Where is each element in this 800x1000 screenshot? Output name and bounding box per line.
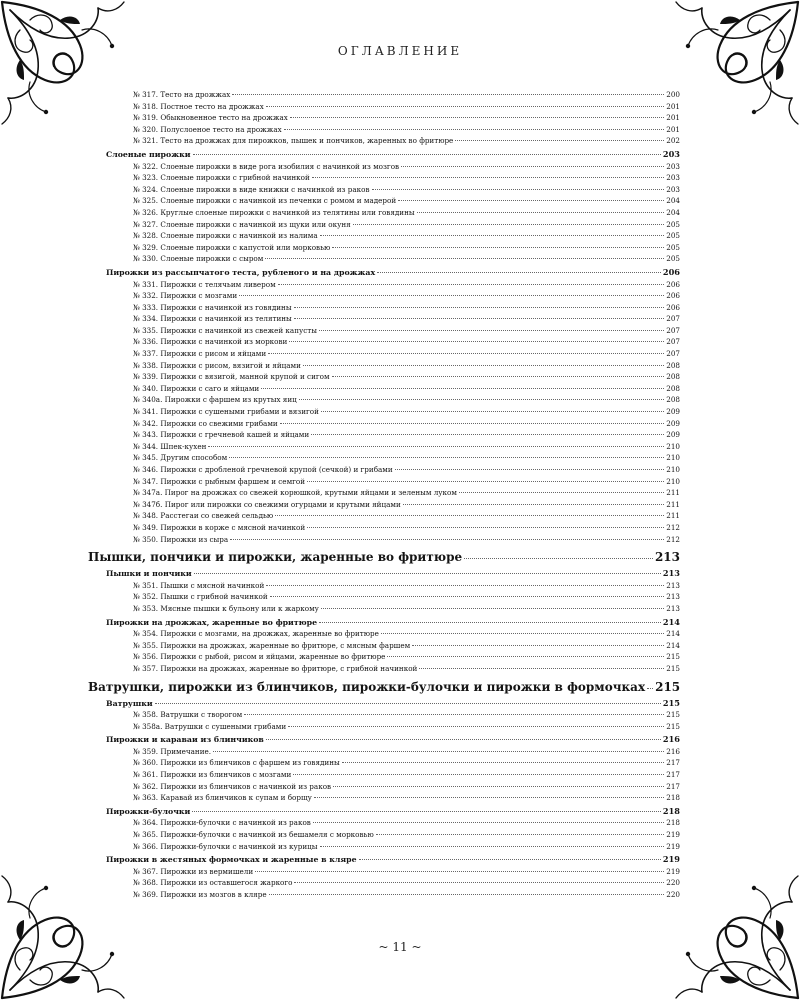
- toc-entry-page: 213: [666, 592, 680, 602]
- dot-leader: [194, 573, 661, 574]
- toc-entry-title: № 329. Слоеные пирожки с капустой или морковью: [133, 242, 331, 252]
- toc-recipe-entry[interactable]: [88, 161, 680, 173]
- dot-leader: [419, 668, 664, 669]
- toc-entry-page: 207: [666, 314, 680, 324]
- toc-recipe-entry[interactable]: [88, 663, 680, 675]
- toc-entry-page: 218: [666, 818, 680, 828]
- toc-entry-page: 209: [666, 430, 680, 440]
- dot-leader: [412, 645, 664, 646]
- toc-entry-page: 209: [666, 418, 680, 428]
- toc-entry-page: 210: [666, 476, 680, 486]
- toc-section-entry[interactable]: [88, 733, 680, 746]
- toc-entry-page: 220: [666, 878, 680, 888]
- toc-chapter-entry[interactable]: [88, 548, 680, 566]
- dot-leader: [265, 258, 664, 259]
- toc-entry-title: № 340а. Пирожки с фаршем из крутых яиц: [133, 395, 297, 405]
- toc-entry-title: № 323. Слоеные пирожки с грибной начинкой: [133, 173, 310, 183]
- dot-leader: [299, 399, 665, 400]
- toc-recipe-entry[interactable]: [88, 510, 680, 522]
- toc-entry-page: 203: [666, 161, 680, 171]
- dot-leader: [232, 94, 664, 95]
- toc-entry-title: Пирожки на дрожжах, жаренные во фритюре: [106, 617, 318, 627]
- toc-entry-page: 210: [666, 453, 680, 463]
- dot-leader: [395, 469, 665, 470]
- dot-leader: [261, 388, 664, 389]
- toc-entry-title: Ватрушки, пирожки из блинчиков, пирожки-булочки и пирожки в формочках: [88, 679, 646, 694]
- toc-entry-title: № 318. Постное тесто на дрожжах: [133, 101, 264, 111]
- toc-entry-title: № 351. Пышки с мясной начинкой: [133, 580, 265, 590]
- toc-entry-title: № 334. Пирожки с начинкой из телятины: [133, 314, 292, 324]
- dot-leader: [230, 539, 664, 540]
- toc-entry-page: 201: [666, 124, 680, 134]
- corner-ornament-top-right: [660, 0, 800, 140]
- toc-entry-page: 217: [666, 758, 680, 768]
- toc-recipe-entry[interactable]: [88, 841, 680, 853]
- dot-leader: [294, 318, 665, 319]
- dot-leader: [294, 307, 665, 308]
- toc-entry-page: 206: [666, 302, 680, 312]
- toc-entry-page: 205: [666, 254, 680, 264]
- toc-entry-title: № 365. Пирожки-булочки с начинкой из бешамеля с морковью: [133, 830, 374, 840]
- corner-ornament-bottom-right: [660, 860, 800, 1000]
- toc-entry-page: 219: [666, 841, 680, 851]
- toc-entry-title: № 354. Пирожки с мозгами, на дрожжах, жаренные во фритюре: [133, 629, 379, 639]
- toc-entry-page: 219: [662, 854, 680, 865]
- toc-entry-page: 209: [666, 407, 680, 417]
- toc-entry-page: 218: [666, 793, 680, 803]
- toc-entry-title: № 337. Пирожки с рисом и яйцами: [133, 349, 267, 359]
- dot-leader: [319, 330, 664, 331]
- page-header-title: ОГЛАВЛЕНИЕ: [337, 44, 463, 58]
- dot-leader: [193, 154, 661, 155]
- toc-recipe-entry[interactable]: [88, 230, 680, 242]
- dot-leader: [270, 596, 665, 597]
- toc-entry-title: № 362. Пирожки из блинчиков с начинкой из раков: [133, 781, 332, 791]
- dot-leader: [290, 117, 664, 118]
- toc-entry-page: 215: [666, 710, 680, 720]
- toc-entry-page: 214: [662, 616, 680, 627]
- toc-entry-title: № 327. Слоеные пирожки с начинкой из щуки или окуня: [133, 219, 351, 229]
- toc-entry-page: 207: [666, 337, 680, 347]
- toc-entry-page: 202: [666, 136, 680, 146]
- dot-leader: [280, 423, 665, 424]
- toc-entry-title: № 356. Пирожки с рыбой, рисом и яйцами, жаренные во фритюре: [133, 652, 386, 662]
- toc-recipe-entry[interactable]: [88, 628, 680, 640]
- table-of-contents: [88, 89, 680, 901]
- toc-entry-title: № 352. Пышки с грибной начинкой: [133, 592, 268, 602]
- toc-entry-title: № 355. Пирожки на дрожжах, жаренные во фритюре, с мясным фаршем: [133, 640, 411, 650]
- toc-recipe-entry[interactable]: [88, 866, 680, 878]
- dot-leader: [320, 235, 665, 236]
- toc-entry-title: № 359. Примечание.: [133, 746, 212, 756]
- toc-recipe-entry[interactable]: [88, 534, 680, 546]
- toc-recipe-entry[interactable]: [88, 464, 680, 476]
- toc-entry-page: 215: [655, 679, 680, 694]
- toc-entry-title: № 367. Пирожки из вермишели: [133, 866, 254, 876]
- toc-entry-title: Пышки и пончики: [106, 569, 192, 579]
- toc-entry-page: 206: [666, 291, 680, 301]
- toc-entry-page: 212: [666, 534, 680, 544]
- toc-recipe-entry[interactable]: [88, 499, 680, 511]
- dot-leader: [417, 212, 665, 213]
- toc-recipe-entry[interactable]: [88, 325, 680, 337]
- dot-leader: [307, 481, 664, 482]
- toc-recipe-entry[interactable]: [88, 207, 680, 219]
- toc-entry-title: Пирожки и караваи из блинчиков: [106, 735, 264, 745]
- toc-recipe-entry[interactable]: [88, 124, 680, 136]
- toc-entry-title: № 347б. Пирог или пирожки со свежими огурцами и крутыми яйцами: [133, 499, 401, 509]
- toc-entry-page: 203: [666, 173, 680, 183]
- toc-entry-title: № 320. Полуслоеное тесто на дрожжах: [133, 124, 282, 134]
- dot-leader: [401, 166, 664, 167]
- toc-entry-title: № 336. Пирожки с начинкой из моркови: [133, 337, 288, 347]
- toc-entry-title: № 319. Обыкновенное тесто на дрожжах: [133, 113, 288, 123]
- toc-entry-title: № 358а. Ватрушки с сушеными грибами: [133, 721, 287, 731]
- toc-recipe-entry[interactable]: [88, 418, 680, 430]
- toc-recipe-entry[interactable]: [88, 172, 680, 184]
- toc-entry-title: № 358. Ватрушки с творогом: [133, 710, 243, 720]
- toc-entry-title: № 325. Слоеные пирожки с начинкой из печенки с ромом и мадерой: [133, 196, 397, 206]
- toc-recipe-entry[interactable]: [88, 360, 680, 372]
- toc-recipe-entry[interactable]: [88, 429, 680, 441]
- toc-entry-page: 215: [666, 721, 680, 731]
- toc-entry-title: № 332. Пирожки с мозгами: [133, 291, 238, 301]
- dot-leader: [266, 585, 664, 586]
- dot-leader: [268, 353, 664, 354]
- toc-recipe-entry[interactable]: [88, 112, 680, 124]
- dot-leader: [294, 882, 664, 883]
- toc-recipe-entry[interactable]: [88, 889, 680, 901]
- toc-entry-page: 208: [666, 383, 680, 393]
- toc-entry-title: № 361. Пирожки из блинчиков с мозгами: [133, 770, 292, 780]
- toc-entry-title: № 342. Пирожки со свежими грибами: [133, 418, 278, 428]
- toc-entry-page: 214: [666, 640, 680, 650]
- toc-recipe-entry[interactable]: [88, 279, 680, 291]
- toc-recipe-entry[interactable]: [88, 721, 680, 733]
- dot-leader: [333, 786, 664, 787]
- toc-recipe-entry[interactable]: [88, 817, 680, 829]
- toc-entry-page: 211: [666, 499, 680, 509]
- toc-recipe-entry[interactable]: [88, 781, 680, 793]
- dot-leader: [312, 177, 665, 178]
- toc-entry-title: № 350. Пирожки из сыра: [133, 534, 229, 544]
- toc-recipe-entry[interactable]: [88, 757, 680, 769]
- toc-entry-title: № 341. Пирожки с сушеными грибами и вязигой: [133, 407, 319, 417]
- toc-recipe-entry[interactable]: [88, 195, 680, 207]
- toc-section-entry[interactable]: [88, 697, 680, 710]
- toc-entry-title: № 335. Пирожки с начинкой из свежей капусты: [133, 325, 317, 335]
- dot-leader: [353, 224, 665, 225]
- toc-entry-page: 208: [666, 395, 680, 405]
- dot-leader: [359, 859, 661, 860]
- toc-entry-page: 216: [662, 734, 680, 745]
- dot-leader: [319, 622, 661, 623]
- toc-entry-title: Пирожки в жестяных формочках и жаренные в кляре: [106, 855, 357, 865]
- toc-entry-title: № 353. Мясные пышки к бульону или к жаркому: [133, 603, 319, 613]
- toc-entry-title: № 339. Пирожки с вязигой, манной крупой и сигом: [133, 372, 330, 382]
- toc-recipe-entry[interactable]: [88, 746, 680, 758]
- toc-entry-page: 213: [662, 568, 680, 579]
- toc-entry-page: 203: [666, 184, 680, 194]
- toc-recipe-entry[interactable]: [88, 580, 680, 592]
- toc-entry-page: 205: [666, 242, 680, 252]
- toc-entry-title: № 322. Слоеные пирожки в виде рога изобилия с начинкой из мозгов: [133, 161, 400, 171]
- dot-leader: [342, 762, 665, 763]
- toc-section-entry[interactable]: [88, 266, 680, 279]
- toc-recipe-entry[interactable]: [88, 591, 680, 603]
- toc-recipe-entry[interactable]: [88, 219, 680, 231]
- toc-section-entry[interactable]: [88, 148, 680, 161]
- toc-entry-title: № 364. Пирожки-булочки с начинкой из раков: [133, 818, 311, 828]
- toc-entry-title: № 349. Пирожки в корже с мясной начинкой: [133, 522, 306, 532]
- toc-entry-page: 215: [666, 663, 680, 673]
- toc-entry-title: № 360. Пирожки из блинчиков с фаршем из говядины: [133, 758, 340, 768]
- dot-leader: [288, 726, 664, 727]
- toc-recipe-entry[interactable]: [88, 441, 680, 453]
- toc-recipe-entry[interactable]: [88, 135, 680, 147]
- toc-entry-page: 214: [666, 629, 680, 639]
- toc-entry-page: 205: [666, 231, 680, 241]
- toc-entry-title: № 348. Расстегаи со свежей сельдью: [133, 511, 274, 521]
- toc-entry-page: 207: [666, 349, 680, 359]
- toc-recipe-entry[interactable]: [88, 184, 680, 196]
- dot-leader: [459, 492, 664, 493]
- dot-leader: [313, 822, 664, 823]
- toc-recipe-entry[interactable]: [88, 242, 680, 254]
- toc-entry-page: 210: [666, 441, 680, 451]
- toc-recipe-entry[interactable]: [88, 603, 680, 615]
- dot-leader: [647, 688, 653, 689]
- toc-entry-page: 215: [666, 652, 680, 662]
- toc-entry-page: 216: [666, 746, 680, 756]
- toc-entry-title: № 346. Пирожки с дробленой гречневой крупой (сечкой) и грибами: [133, 465, 393, 474]
- toc-entry-page: 218: [662, 805, 680, 816]
- dot-leader: [372, 189, 665, 190]
- toc-entry-page: 206: [662, 266, 680, 277]
- toc-entry-page: 213: [654, 550, 680, 565]
- toc-entry-title: № 343. Пирожки с гречневой кашей и яйцами: [133, 430, 310, 440]
- dot-leader: [311, 434, 664, 435]
- toc-recipe-entry[interactable]: [88, 371, 680, 383]
- toc-entry-page: 203: [662, 148, 680, 159]
- toc-entry-title: № 363. Каравай из блинчиков к супам и борщу: [133, 793, 312, 803]
- toc-entry-title: № 330. Слоеные пирожки с сыром: [133, 254, 264, 264]
- toc-recipe-entry[interactable]: [88, 348, 680, 360]
- toc-entry-page: 206: [666, 279, 680, 289]
- toc-entry-title: № 333. Пирожки с начинкой из говядины: [133, 302, 292, 312]
- toc-entry-title: № 340. Пирожки с саго и яйцами: [133, 383, 260, 393]
- dot-leader: [284, 129, 665, 130]
- toc-entry-title: № 321. Тесто на дрожжах для пирожков, пышек и пончиков, жаренных во фритюре: [133, 136, 454, 146]
- toc-recipe-entry[interactable]: [88, 452, 680, 464]
- toc-recipe-entry[interactable]: [88, 640, 680, 652]
- toc-recipe-entry[interactable]: [88, 877, 680, 889]
- toc-entry-title: № 328. Слоеные пирожки с начинкой из налима: [133, 231, 318, 241]
- toc-recipe-entry[interactable]: [88, 253, 680, 265]
- dot-leader: [269, 894, 665, 895]
- toc-entry-title: Пышки, пончики и пирожки, жаренные во фритюре: [88, 550, 463, 565]
- toc-entry-page: 217: [666, 781, 680, 791]
- dot-leader: [208, 446, 664, 447]
- dot-leader: [398, 200, 664, 201]
- toc-entry-page: 210: [666, 465, 680, 474]
- dot-leader: [289, 341, 664, 342]
- toc-entry-page: 220: [666, 890, 680, 899]
- toc-entry-page: 211: [666, 488, 680, 498]
- toc-recipe-entry[interactable]: [88, 313, 680, 325]
- dot-leader: [320, 846, 665, 847]
- dot-leader: [464, 558, 653, 559]
- toc-recipe-entry[interactable]: [88, 336, 680, 348]
- toc-entry-title: № 369. Пирожки из мозгов в кляре: [133, 890, 267, 899]
- toc-section-entry[interactable]: [88, 853, 680, 866]
- toc-entry-page: 200: [666, 90, 680, 99]
- dot-leader: [303, 365, 664, 366]
- toc-entry-title: Слоеные пирожки: [106, 149, 191, 159]
- toc-entry-title: № 326. Круглые слоеные пирожки с начинкой из телятины или говядины: [133, 207, 415, 217]
- dot-leader: [275, 515, 664, 516]
- dot-leader: [314, 797, 664, 798]
- toc-entry-page: 207: [666, 325, 680, 335]
- toc-recipe-entry[interactable]: [88, 394, 680, 406]
- dot-leader: [321, 411, 664, 412]
- dot-leader: [293, 774, 664, 775]
- dot-leader: [377, 272, 661, 273]
- toc-entry-page: 204: [666, 196, 680, 206]
- toc-entry-page: 213: [666, 603, 680, 613]
- dot-leader: [387, 656, 664, 657]
- toc-recipe-entry[interactable]: [88, 476, 680, 488]
- toc-entry-title: № 344. Шпек-кухен: [133, 441, 207, 451]
- toc-entry-page: 208: [666, 372, 680, 382]
- toc-recipe-entry[interactable]: [88, 829, 680, 841]
- toc-entry-page: 213: [666, 580, 680, 590]
- toc-entry-page: 204: [666, 207, 680, 217]
- toc-recipe-entry[interactable]: [88, 101, 680, 113]
- toc-entry-page: 211: [666, 511, 680, 521]
- toc-entry-page: 201: [666, 113, 680, 123]
- toc-recipe-entry[interactable]: [88, 769, 680, 781]
- toc-entry-title: № 366. Пирожки-булочки с начинкой из курицы: [133, 841, 318, 851]
- toc-entry-title: № 357. Пирожки на дрожжах, жаренные во фритюре, с грибной начинкой: [133, 663, 418, 673]
- dot-leader: [332, 376, 665, 377]
- toc-entry-title: № 347. Пирожки с рыбным фаршем и семгой: [133, 476, 306, 486]
- toc-section-entry[interactable]: [88, 805, 680, 818]
- toc-entry-title: Ватрушки: [106, 698, 153, 708]
- toc-section-entry[interactable]: [88, 616, 680, 629]
- dot-leader: [321, 608, 664, 609]
- dot-leader: [192, 811, 661, 812]
- toc-chapter-entry[interactable]: [88, 678, 680, 696]
- dot-leader: [213, 751, 664, 752]
- dot-leader: [266, 739, 661, 740]
- dot-leader: [244, 714, 664, 715]
- dot-leader: [278, 284, 665, 285]
- toc-recipe-entry[interactable]: [88, 406, 680, 418]
- toc-recipe-entry[interactable]: [88, 290, 680, 302]
- toc-entry-title: № 317. Тесто на дрожжах: [133, 90, 231, 99]
- toc-entry-title: № 331. Пирожки с телячьим ливером: [133, 279, 276, 289]
- toc-recipe-entry[interactable]: [88, 487, 680, 499]
- dot-leader: [266, 106, 665, 107]
- toc-recipe-entry[interactable]: [88, 651, 680, 663]
- toc-entry-page: 215: [662, 697, 680, 708]
- toc-section-entry[interactable]: [88, 567, 680, 580]
- toc-recipe-entry[interactable]: [88, 383, 680, 395]
- dot-leader: [239, 295, 664, 296]
- toc-entry-title: Пирожки-булочки: [106, 806, 191, 816]
- dot-leader: [381, 633, 664, 634]
- dot-leader: [229, 457, 664, 458]
- toc-entry-title: № 368. Пирожки из оставшегося жаркого: [133, 878, 293, 888]
- toc-entry-page: 219: [666, 830, 680, 840]
- toc-recipe-entry[interactable]: [88, 89, 680, 101]
- dot-leader: [403, 504, 665, 505]
- page-number: ~ 11 ~: [378, 940, 422, 954]
- toc-entry-page: 217: [666, 770, 680, 780]
- toc-entry-title: № 347а. Пирог на дрожжах со свежей корюшкой, крутыми яйцами и зеленым луком: [133, 488, 457, 498]
- dot-leader: [155, 703, 661, 704]
- toc-entry-page: 212: [666, 522, 680, 532]
- toc-recipe-entry[interactable]: [88, 792, 680, 804]
- dot-leader: [255, 871, 664, 872]
- toc-entry-title: Пирожки из рассыпчатого теста, рубленого и на дрожжах: [106, 267, 376, 277]
- dot-leader: [307, 527, 664, 528]
- toc-entry-page: 201: [666, 101, 680, 111]
- toc-entry-title: № 345. Другим способом: [133, 453, 228, 463]
- toc-entry-title: № 324. Слоеные пирожки в виде книжки с начинкой из раков: [133, 184, 370, 194]
- toc-recipe-entry[interactable]: [88, 302, 680, 314]
- dot-leader: [455, 140, 664, 141]
- dot-leader: [376, 834, 665, 835]
- toc-entry-page: 219: [666, 866, 680, 876]
- toc-entry-title: № 338. Пирожки с рисом, вязигой и яйцами: [133, 360, 301, 370]
- toc-recipe-entry[interactable]: [88, 522, 680, 534]
- toc-entry-page: 205: [666, 219, 680, 229]
- toc-entry-page: 208: [666, 360, 680, 370]
- toc-recipe-entry[interactable]: [88, 709, 680, 721]
- dot-leader: [332, 247, 664, 248]
